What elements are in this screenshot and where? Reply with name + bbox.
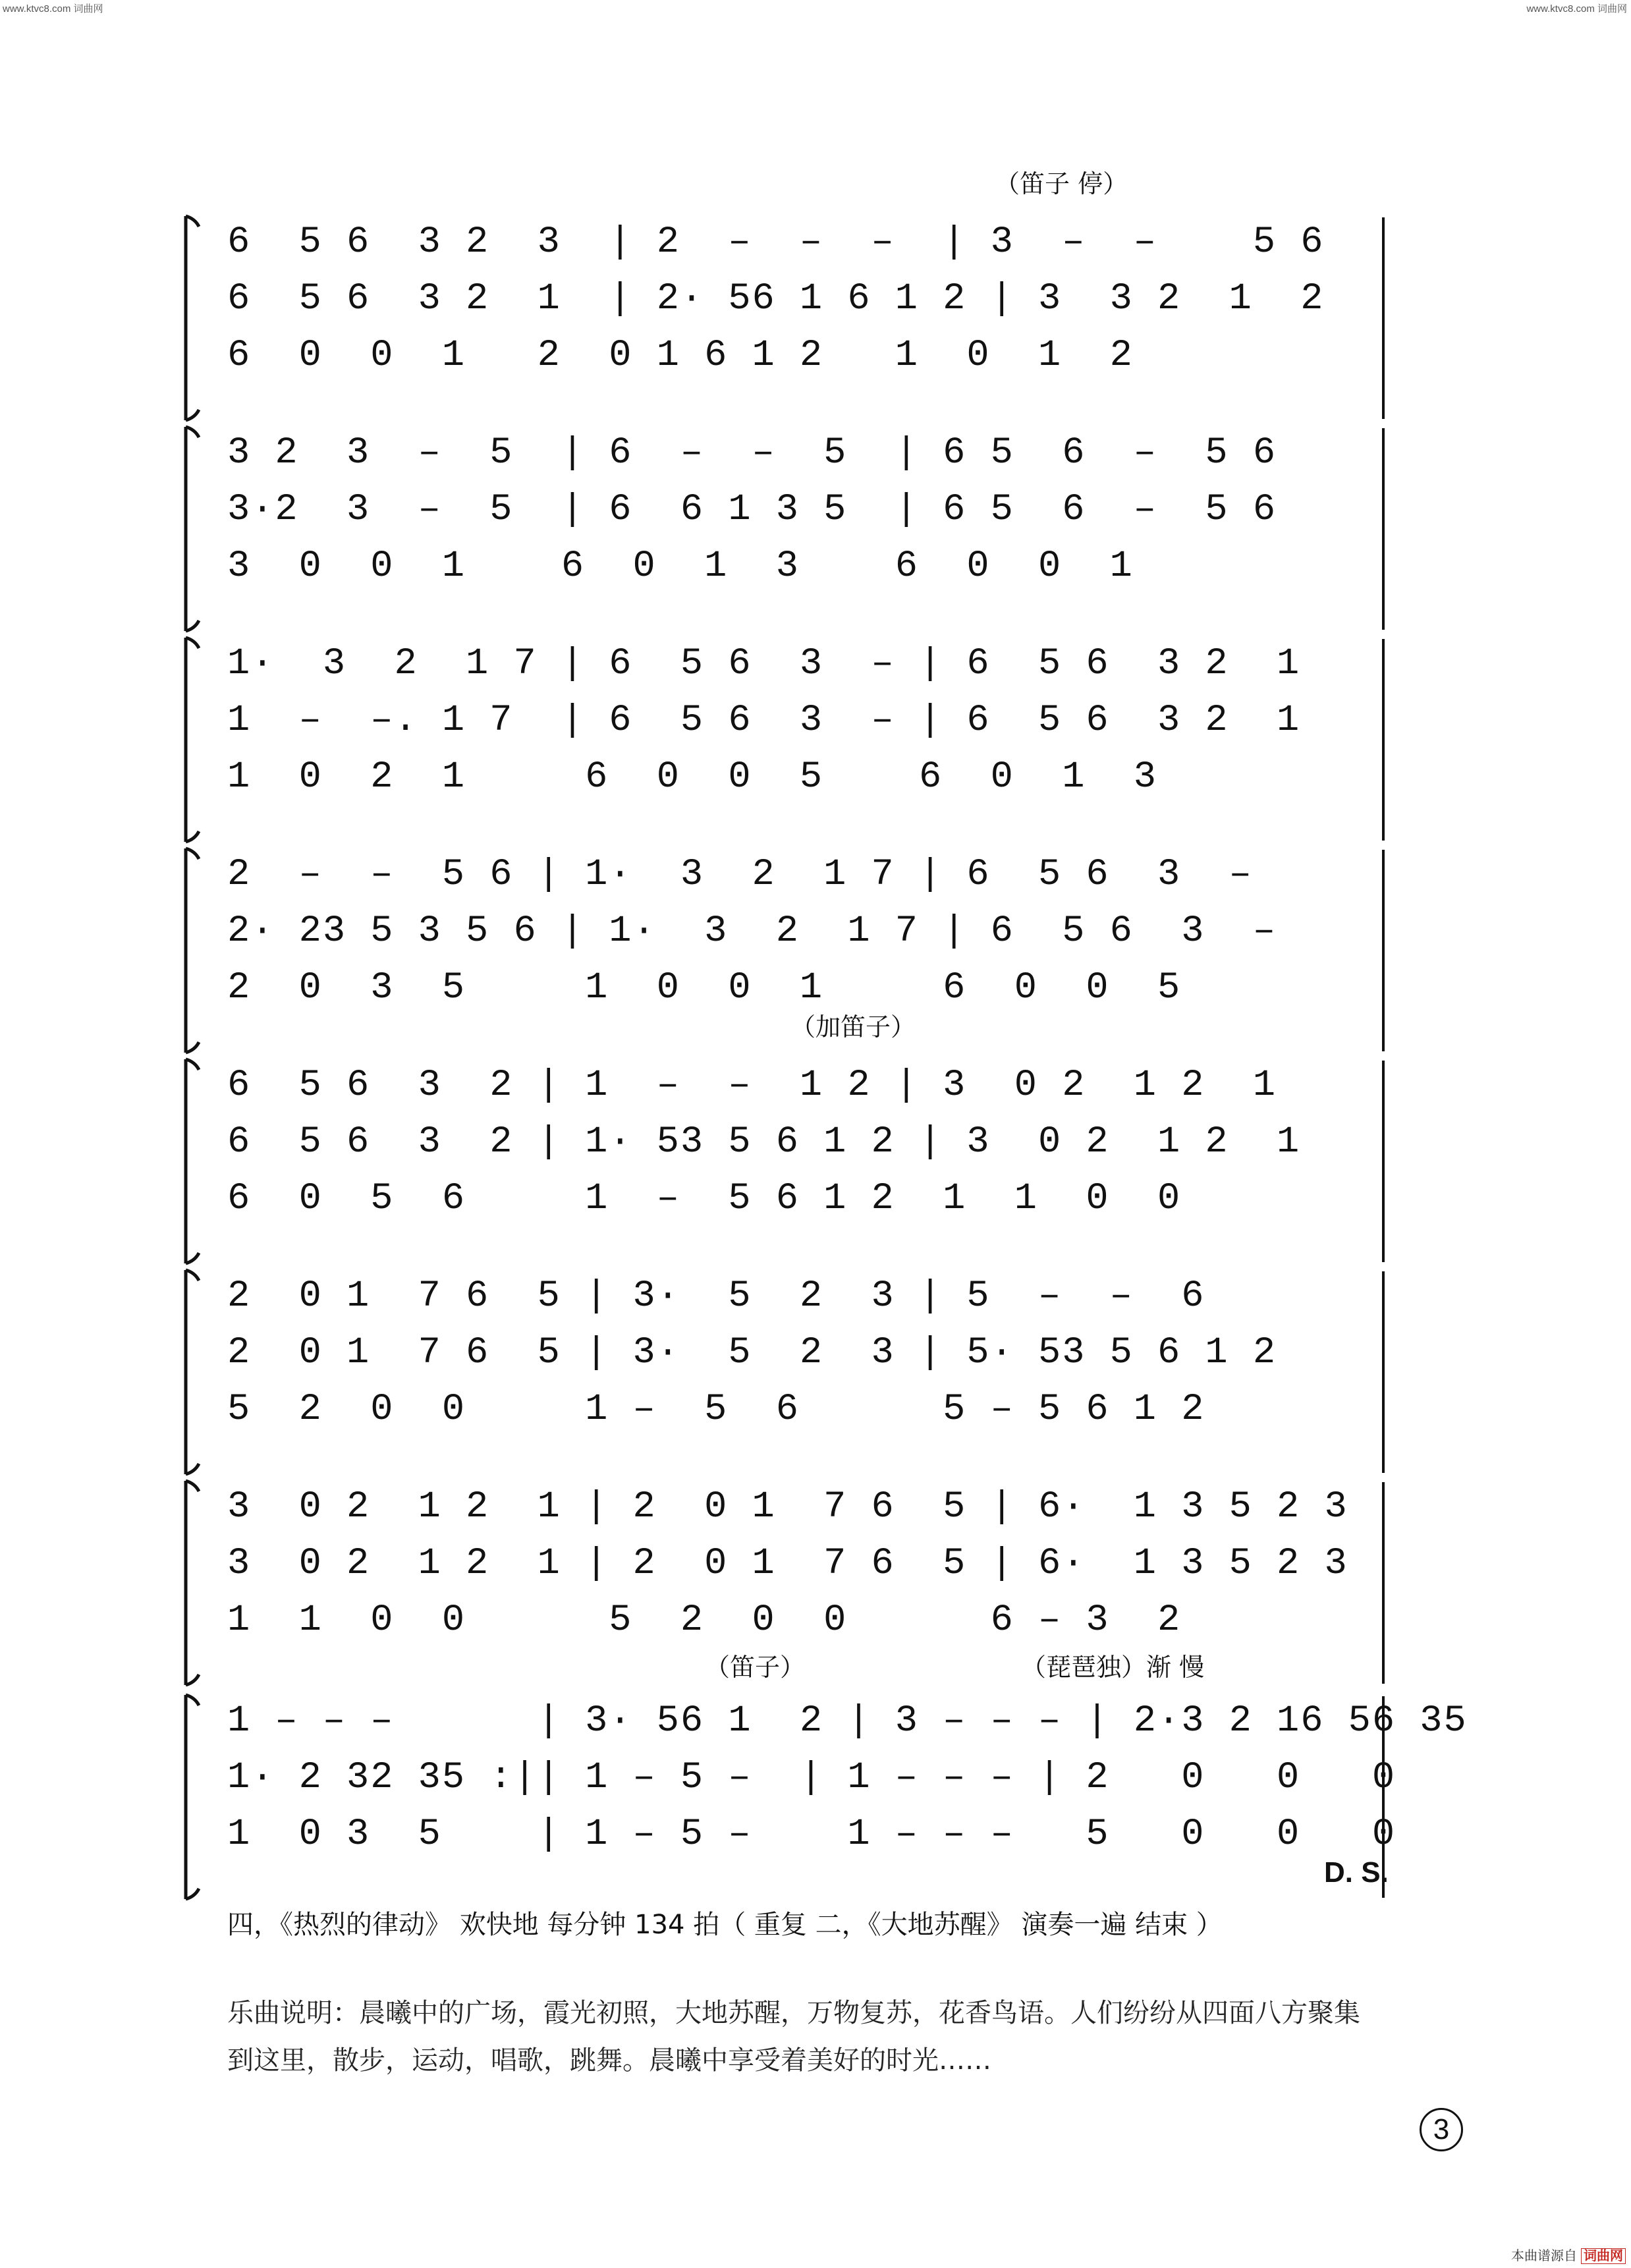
staff-line: 3·2 3 – 5 | 6 6 1 3 5 | 6 5 6 – 5 6 (227, 489, 1277, 531)
system-end-barline (1382, 850, 1385, 1051)
system-end-barline (1382, 1061, 1385, 1262)
system-bracket (183, 635, 202, 844)
system-end-barline (1382, 1482, 1385, 1684)
system-bracket (183, 1267, 202, 1477)
score-system (0, 619, 1631, 856)
staff-line: 2 0 1 7 6 5 | 3· 5 2 3 | 5 – – 6 (227, 1275, 1205, 1317)
staff-line: 1 1 0 0 5 2 0 0 6 – 3 2 (227, 1599, 1182, 1642)
footer (1511, 2245, 1626, 2264)
score-system (0, 1252, 1631, 1489)
staff-line: 6 5 6 3 2 | 1· 53 5 6 1 2 | 3 0 2 1 2 1 (227, 1121, 1301, 1163)
watermark-right: www.ktvc8.com 词曲网 (1526, 3, 1627, 14)
ds-mark: D. S. (1324, 1856, 1389, 1889)
staff-line: 6 5 6 3 2 | 1 – – 1 2 | 3 0 2 1 2 1 (227, 1065, 1277, 1107)
watermark-left: www.ktvc8.com 词曲网 (3, 3, 103, 14)
footer-brand: 词曲网 (1581, 2248, 1626, 2264)
staff-line: 2 0 3 5 1 0 0 1 6 0 0 5 (227, 967, 1182, 1009)
staff-line: 3 0 0 1 6 0 1 3 6 0 0 1 (227, 545, 1134, 588)
staff-annotation: （笛子 停） (995, 169, 1128, 198)
description-paragraph: 乐曲说明：晨曦中的广场，霞光初照，大地苏醒，万物复苏，花香鸟语。人们纷纷从四面八方聚集到这里，散步，运动，唱歌，跳舞。晨曦中享受着美好的时光…… (227, 1998, 1360, 2076)
annotation-pipa-solo: （琵琶独）渐 慢 (1021, 1653, 1205, 1682)
score-system (0, 1462, 1631, 1700)
staff-line: 2 – – 5 6 | 1· 3 2 1 7 | 6 5 6 3 – (227, 854, 1253, 896)
footer-source: 本曲谱源自 (1511, 2249, 1577, 2263)
system-bracket (183, 1478, 202, 1688)
staff-line: 1· 2 32 35 :|| 1 – 5 – | 1 – – – | 2 0 0 0 (227, 1757, 1396, 1799)
staff-line: 1 – –. 1 7 | 6 5 6 3 – | 6 5 6 3 2 1 (227, 700, 1301, 742)
staff-line: 2 0 1 7 6 5 | 3· 5 2 3 | 5· 53 5 6 1 2 (227, 1332, 1277, 1374)
system-end-barline (1382, 1271, 1385, 1473)
staff-line: 1· 3 2 1 7 | 6 5 6 3 – | 6 5 6 3 2 1 (227, 643, 1301, 685)
system-bracket (183, 846, 202, 1055)
score-system (0, 1012, 1631, 1278)
staff-line: 6 0 5 6 1 – 5 6 1 2 1 1 0 0 (227, 1178, 1182, 1220)
score-system (0, 408, 1631, 646)
system-end-barline (1382, 428, 1385, 630)
staff-line: 3 0 2 1 2 1 | 2 0 1 7 6 5 | 6· 1 3 5 2 3 (227, 1486, 1348, 1528)
staff-line: 3 0 2 1 2 1 | 2 0 1 7 6 5 | 6· 1 3 5 2 3 (227, 1543, 1348, 1585)
annotation-dizi-2: （笛子） (705, 1653, 806, 1682)
staff-line: 1 – – – | 3· 56 1 2 | 3 – – – | 2·3 2 16 56 35 (227, 1700, 1468, 1742)
staff-line: 2· 23 5 3 5 6 | 1· 3 2 1 7 | 6 5 6 3 – (227, 910, 1277, 953)
staff-line: 1 0 3 5 | 1 – 5 – 1 – – – 5 0 0 0 (227, 1813, 1396, 1856)
staff-line: 5 2 0 0 1 – 5 6 5 – 5 6 1 2 (227, 1389, 1205, 1431)
system-bracket (183, 213, 202, 423)
staff-line: 1 0 2 1 6 0 0 5 6 0 1 3 (227, 756, 1158, 798)
staff-line: 6 5 6 3 2 3 | 2 – – – | 3 – – 5 6 (227, 221, 1325, 263)
section-line: 四，《热烈的律动》 欢快地 每分钟 134 拍（ 重复 二，《大地苏醒》 演奏一遍 结束 ） (227, 1910, 1223, 1940)
staff-line: 3 2 3 – 5 | 6 – – 5 | 6 5 6 – 5 6 (227, 432, 1277, 474)
score-system (0, 169, 1631, 435)
staff-line: 6 5 6 3 2 1 | 2· 56 1 6 1 2 | 3 3 2 1 2 (227, 278, 1325, 320)
page-number: 3 (1420, 2108, 1463, 2151)
system-bracket (183, 424, 202, 634)
system-bracket (183, 1692, 202, 1902)
staff-line: 6 0 0 1 2 0 1 6 1 2 1 0 1 2 (227, 335, 1134, 377)
staff-annotation: （加笛子） (790, 1012, 916, 1041)
system-bracket (183, 1057, 202, 1266)
system-end-barline (1382, 639, 1385, 841)
system-end-barline (1382, 217, 1385, 419)
